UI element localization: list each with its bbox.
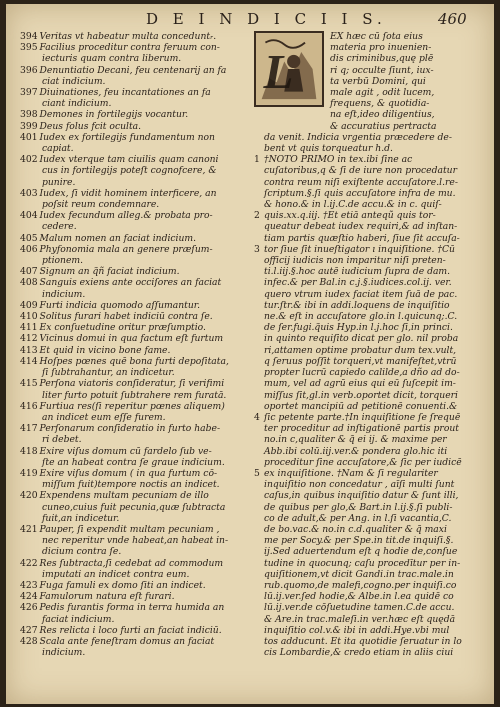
text-line	[254, 513, 486, 524]
line-text: ter proceditur ad inſtigationē partis prout	[264, 423, 459, 435]
line-text: ri,attamen optime probatur dum tex.vult,	[264, 344, 457, 356]
entry-text: Exire viſus domum cū fardelo ſub ve-	[39, 445, 212, 457]
text-line	[254, 367, 486, 378]
entry-text: Iudex fecundum alleg.& probata pro-	[39, 210, 213, 222]
line-text: ti.l.iij.§.hoc autē iudicium ſupra de dam.	[264, 266, 451, 278]
line-text: mum, vel ad agrū eius qui eū ſuſcepit im-	[264, 378, 456, 390]
entry-text: Iudex, ſi vidit hominem interficere, an	[39, 187, 217, 199]
text-line	[254, 143, 486, 154]
text-line: ta verbū Domini, qui	[330, 75, 426, 87]
entry-text: Exire viſus domum ( in qua furtum cō-	[39, 467, 218, 479]
entry-number: 401	[20, 131, 38, 143]
index-entry	[20, 210, 248, 232]
page-title: D E I N D I C I I S.	[146, 10, 387, 28]
text-line	[254, 502, 486, 513]
line-text: ſcriptum.§.ſi quis accuſatore infra de mu.	[264, 187, 456, 199]
entry-text: Hoſpes pœnes quē bona furti depoſitata,	[39, 355, 229, 367]
entry-text: Pedis furantis forma in terra humida an	[39, 602, 225, 614]
text-line	[254, 289, 486, 300]
line-text: caſus,in quibus inquiſitio datur & ſunt illi,	[264, 490, 459, 502]
index-entry	[20, 109, 248, 120]
entry-text: Furti indicia quomodo aſſumantur.	[39, 299, 201, 311]
entry-continuation: fuit,an indicetur.	[42, 512, 120, 524]
text-line	[254, 300, 486, 311]
entry-text: Vicinus domui in qua factum eſt furtum	[39, 333, 224, 345]
line-text: lū.ij.ver.ſed hodie,& Albe.in l.ea quidē co	[264, 591, 454, 603]
entry-text: Solitus furari habet indiciū contra ſe.	[39, 311, 213, 323]
index-entry	[20, 277, 248, 299]
summary-index-column	[20, 31, 248, 658]
index-entry	[20, 322, 248, 333]
entry-text: Res ſubtracta,ſi cedebat ad commodum	[39, 557, 224, 569]
line-text: tiam partis quæſtio haberi, ſiue ſit accuſa-	[264, 232, 460, 244]
line-text: officij iudicis non imparitur niſi preten-	[264, 255, 446, 267]
text-line	[254, 378, 486, 389]
entry-number: 403	[20, 187, 38, 199]
index-entry	[20, 266, 248, 277]
opening-text	[330, 31, 486, 132]
text-line	[254, 188, 486, 199]
text-line	[254, 490, 486, 501]
text-line: dis criminibus,quę plē	[330, 53, 434, 65]
entry-continuation: cus in fortilegijs poteſt cognofcere, &	[42, 165, 217, 177]
text-line	[254, 625, 486, 636]
entry-continuation: poſsit reum condemnare.	[42, 199, 160, 211]
entry-text: Veritas vt habeatur multa conceduntᵣ.	[39, 31, 217, 42]
text-line	[254, 266, 486, 277]
entry-text: Malum nomen an faciat indicium.	[39, 232, 197, 244]
entry-number: 409	[20, 299, 38, 311]
text-line	[254, 636, 486, 647]
text-line	[254, 546, 486, 557]
margin-number: 5	[254, 467, 260, 479]
entry-number: 396	[20, 64, 38, 76]
text-line	[254, 434, 486, 445]
line-text: †NOTO PRIMO in tex.ibi ſine ac	[264, 154, 413, 166]
line-text: Abb.ibi colū.iij.ver.& pondera glo.hic iti	[264, 445, 448, 457]
text-line	[254, 446, 486, 457]
entry-text: Demones in fortilegijs vocantur.	[39, 109, 189, 121]
entry-continuation: an indicet eum eſſe furem.	[42, 411, 166, 423]
index-entry	[20, 345, 248, 356]
entry-text: Famulorum natura eſt furari.	[39, 591, 175, 603]
text-line	[254, 165, 486, 176]
commentary-body	[254, 132, 486, 659]
line-text: quis.xx.q.iij. †Et etiā anteqũ quis tor-	[264, 210, 436, 222]
text-line: & accuratius pertracta	[330, 120, 437, 132]
entry-number: 428	[20, 635, 38, 647]
entry-number: 422	[20, 557, 38, 569]
index-entry	[20, 423, 248, 445]
line-text: ex inquiſitione. †Nam & ſi regulariter	[264, 467, 438, 479]
entry-text: Sanguis exiens ante occiſores an faciat	[39, 277, 222, 289]
entry-number: 398	[20, 109, 38, 121]
index-entry	[20, 311, 248, 322]
index-entry	[20, 524, 248, 558]
entry-continuation: ciant indicium.	[42, 98, 112, 110]
text-line	[254, 244, 486, 255]
text-line	[254, 221, 486, 232]
text-line: materia pro inuenien-	[330, 42, 432, 54]
text-line: ri q; occulte ſiunt, iux-	[330, 64, 434, 76]
entry-text: Ex conſuetudine oritur præſumptio.	[39, 322, 206, 334]
margin-number: 4	[254, 411, 260, 423]
entry-continuation: punire.	[42, 176, 76, 188]
woodcut-initial-image	[256, 33, 322, 105]
line-text: tos adducunt. Et ita quotidie ſeruatur in lo	[264, 635, 462, 647]
text-line	[254, 524, 486, 535]
line-text: tur.ſtr.& ibi in addi.loquens de inquiſitio	[264, 299, 450, 311]
line-text: & hono.& in l.ij.C.de accu.& in c. quiſ-	[264, 199, 442, 211]
line-text: me per Socy.& per Spe.in tit.de inquiſi.§.	[264, 535, 454, 547]
index-entry	[20, 356, 248, 378]
commentary-column	[254, 31, 486, 658]
entry-number: 424	[20, 591, 38, 603]
line-text: tor ſiue ſit inueſtigator ı inquiſitione. †Cū	[264, 243, 455, 255]
index-entry	[20, 244, 248, 266]
entry-continuation: ſte an habeat contra ſe graue indicium.	[42, 456, 225, 468]
index-entry	[20, 188, 248, 210]
entry-continuation: ptionem.	[42, 255, 84, 267]
text-line	[254, 591, 486, 602]
line-text: rub.quomo,de malefi,cogno.per inquiſi.co	[264, 579, 457, 591]
line-text: da venit. Indicia vrgentia præcedere de-	[264, 131, 452, 143]
line-text: cuſatoribus,q & ſi de iure non procedatur	[264, 165, 457, 177]
index-entry	[20, 300, 248, 311]
line-text: ij.Sed aduertendum eſt q hodie de,conſue	[264, 546, 458, 558]
entry-text: Pauper, ſi expendit multam pecuniam ,	[39, 523, 220, 535]
entry-number: 420	[20, 490, 38, 502]
text-line	[254, 356, 486, 367]
entry-text: Facilius proceditur contra feruum con-	[39, 42, 220, 54]
entry-number: 406	[20, 243, 38, 255]
entry-text: Res relicta i loco furti an faciat indiciū.	[39, 624, 222, 636]
entry-number: 408	[20, 277, 38, 289]
text-line	[254, 199, 486, 210]
text-line	[254, 569, 486, 580]
entry-continuation: iecturis quam contra liberum.	[42, 53, 182, 65]
index-entry	[20, 121, 248, 132]
line-text: & Are.in trac.maleſi.in ver.hæc eſt quędā	[264, 613, 456, 625]
margin-number: 1	[254, 154, 260, 166]
entry-number: 397	[20, 87, 38, 99]
line-text: miſſus ſit,gl.in verb.oportet dicit, torqueri	[264, 389, 458, 401]
entry-number: 417	[20, 423, 38, 435]
line-text: queatur debeat iudex requiri,& ad inſtan-	[264, 221, 458, 233]
text-line	[254, 558, 486, 569]
text-line	[254, 132, 486, 143]
entry-number: 426	[20, 602, 38, 614]
entry-text: Expendens multam pecuniam de illo	[39, 490, 209, 502]
entry-continuation: ciat indicium.	[42, 75, 106, 87]
entry-text: Perſona viatoris conſideratur, ſi verifimi	[39, 378, 225, 390]
entry-text: Scala ante feneſtram domus an faciat	[39, 635, 215, 647]
text-line: frequens, & quotidia-	[330, 98, 430, 110]
entry-continuation: ri debet.	[42, 434, 82, 446]
line-text: propter lucrū capiedo calilde,a dño ad do-	[264, 367, 460, 379]
text-line	[254, 333, 486, 344]
text-line	[254, 423, 486, 434]
entry-number: 423	[20, 579, 38, 591]
entry-number: 416	[20, 400, 38, 412]
index-entry	[20, 378, 248, 400]
entry-number: 395	[20, 42, 38, 54]
running-header	[6, 10, 494, 30]
entry-number: 410	[20, 311, 38, 323]
text-line	[254, 311, 486, 322]
entry-number: 412	[20, 333, 38, 345]
line-text: de quibus per glo,& Bart.in l.ij.§.ſi publi-	[264, 501, 453, 513]
index-entry	[20, 580, 248, 591]
entry-text: Perſonarum conſideratio in furto habe-	[39, 423, 221, 435]
entry-number: 414	[20, 355, 38, 367]
entry-continuation: capiat.	[42, 143, 74, 155]
entry-number: 415	[20, 378, 38, 390]
text-line	[254, 390, 486, 401]
margin-number: 3	[254, 243, 260, 255]
entry-text: Et quid in vicino bone fame.	[39, 344, 171, 356]
entry-text: Denuntiatio Decani, feu centenarij an fa	[39, 64, 227, 76]
entry-number: 399	[20, 120, 38, 132]
entry-continuation: liter furto potuit ſubtrahere rem furatā.	[42, 389, 227, 401]
index-entry	[20, 602, 248, 624]
index-entry	[20, 490, 248, 524]
entry-continuation: indicium.	[42, 288, 86, 300]
line-text: co de adult,& per Ang. in l.ſi vacantia,C.	[264, 512, 452, 524]
decorated-initial-letter	[254, 31, 324, 107]
line-text: lū.ij.ver.de cōſuetudine tamen.C.de accu.	[264, 602, 455, 614]
text-line	[254, 614, 486, 625]
entry-number: 421	[20, 523, 38, 535]
index-entry	[20, 333, 248, 344]
text-line	[254, 647, 486, 658]
entry-number: 413	[20, 344, 38, 356]
index-entry	[20, 401, 248, 423]
line-text: contra reum niſi exiſtente accuſatore.l.re-	[264, 176, 458, 188]
text-line	[254, 210, 486, 221]
text-line	[254, 602, 486, 613]
line-text: cis Lombardie,& credo etiam in aliis ciui	[264, 647, 454, 659]
margin-number: 2	[254, 210, 260, 222]
line-text: tudine in quocunq; caſu procedītur per in-	[264, 557, 461, 569]
index-entry	[20, 31, 248, 42]
entry-number: 419	[20, 467, 38, 479]
index-entry	[20, 42, 248, 64]
line-text: proceditur ſine accuſatore,& ſic per iudicē	[264, 456, 462, 468]
entry-continuation: faciat indicium.	[42, 613, 115, 625]
index-entry	[20, 558, 248, 580]
index-entry	[20, 87, 248, 109]
text-line: EX hæc cū ſota eius	[330, 31, 423, 42]
entry-number: 418	[20, 445, 38, 457]
entry-continuation: miſſum fuit)tempore noctis an indicet.	[42, 479, 220, 491]
line-text: oportet mancipiū ad petitionē conuenti.&	[264, 400, 458, 412]
text-line	[254, 255, 486, 266]
index-entry	[20, 132, 248, 154]
book-page	[6, 4, 494, 704]
entry-text: Diuinationes, feu incantationes an fa	[39, 87, 211, 99]
index-entry	[20, 468, 248, 490]
text-line	[254, 457, 486, 468]
text-line	[254, 154, 486, 165]
text-line: male agit , odit lucem,	[330, 87, 435, 99]
page-number: 460	[438, 10, 467, 28]
line-text: no.in c,qualiter & q̃ ei ij. & maxime per	[264, 434, 447, 446]
entry-continuation: nec reperitur vnde habeat,an habeat in-	[42, 535, 229, 547]
text-line	[254, 177, 486, 188]
text-line	[254, 233, 486, 244]
initial-letter-glyph: L	[263, 43, 294, 99]
line-text: bent vt quis torqueatur h.d.	[264, 143, 393, 155]
line-text: inquiſitio col.v.& ibi in addi.Hye.vbi mul	[264, 624, 450, 636]
line-text: quero vtrum iudex faciat item ſuā de pac.	[264, 288, 458, 300]
text-line	[254, 412, 486, 423]
line-text: infec.& per Bal.in c.j.§.iudices.col.ij. ver.	[264, 277, 452, 289]
text-line	[254, 322, 486, 333]
entry-text: Signum an q̃ñ faciat indicium.	[39, 266, 180, 278]
line-text: de ſer.fugi.q̃uis Hyp.in l.j.hoc ſi,in princi.	[264, 322, 453, 334]
entry-continuation: indicium.	[42, 647, 86, 659]
entry-number: 404	[20, 210, 38, 222]
index-entry	[20, 446, 248, 468]
index-entry	[20, 625, 248, 636]
text-line	[254, 345, 486, 356]
entry-continuation: imputati an indicet contra eum.	[42, 568, 190, 580]
entry-number: 411	[20, 322, 38, 334]
entry-text: Phyfonomia mala an genere præſum-	[39, 243, 213, 255]
entry-text: Furtiua res(ſi reperitur pœnes aliquem)	[39, 400, 225, 412]
index-entry	[20, 591, 248, 602]
index-entry	[20, 65, 248, 87]
text-line	[254, 580, 486, 591]
index-entry	[20, 636, 248, 658]
text-line	[254, 277, 486, 288]
line-text: ſic petente parte.†In inquiſitione ſe ſrequē	[264, 411, 461, 423]
index-entry	[20, 154, 248, 188]
entry-continuation: dicium contra ſe.	[42, 546, 122, 558]
entry-text: Iudex vterque tam ciuilis quam canoni	[39, 154, 219, 166]
entry-text: Deus folus fcit oculta.	[39, 120, 142, 132]
entry-number: 405	[20, 232, 38, 244]
line-text: ne.& eſt in accuſatore glo.in l.quicunq;.C.	[264, 311, 458, 323]
line-text: inquiſitio non concedatur , aīſi multi ſunt	[264, 479, 455, 491]
text-line: na eſt,ideo diligentius,	[330, 109, 435, 121]
line-text: de bo.vac.& no.in c.d.qualiter & q̃ maxi	[264, 523, 447, 535]
index-entry	[20, 233, 248, 244]
text-line	[254, 479, 486, 490]
entry-number: 407	[20, 266, 38, 278]
entry-continuation: cuneo,cuius fuit pecunia,quæ ſubtracta	[42, 501, 226, 513]
line-text: q ſeruus poſſit torqueri,vt manifeſtet,vtrū	[264, 355, 457, 367]
text-line	[254, 401, 486, 412]
entry-text: Fuga famuli ex domo ſiti an indicet.	[39, 579, 206, 591]
entry-number: 402	[20, 154, 38, 166]
entry-continuation: cedere.	[42, 221, 77, 233]
text-line	[254, 468, 486, 479]
entry-number: 394	[20, 31, 38, 42]
entry-number: 427	[20, 624, 38, 636]
entry-text: Iudex ex fortilegijs fundamentum non	[39, 131, 215, 143]
text-line	[254, 535, 486, 546]
entry-continuation: ſi ſubtrahantur, an indicetur.	[42, 367, 175, 379]
line-text: quiſitionem,vt dicit Gandi.in trac.male.in	[264, 568, 454, 580]
line-text: in quinto requiſito dicat per glo. nil proba	[264, 333, 459, 345]
